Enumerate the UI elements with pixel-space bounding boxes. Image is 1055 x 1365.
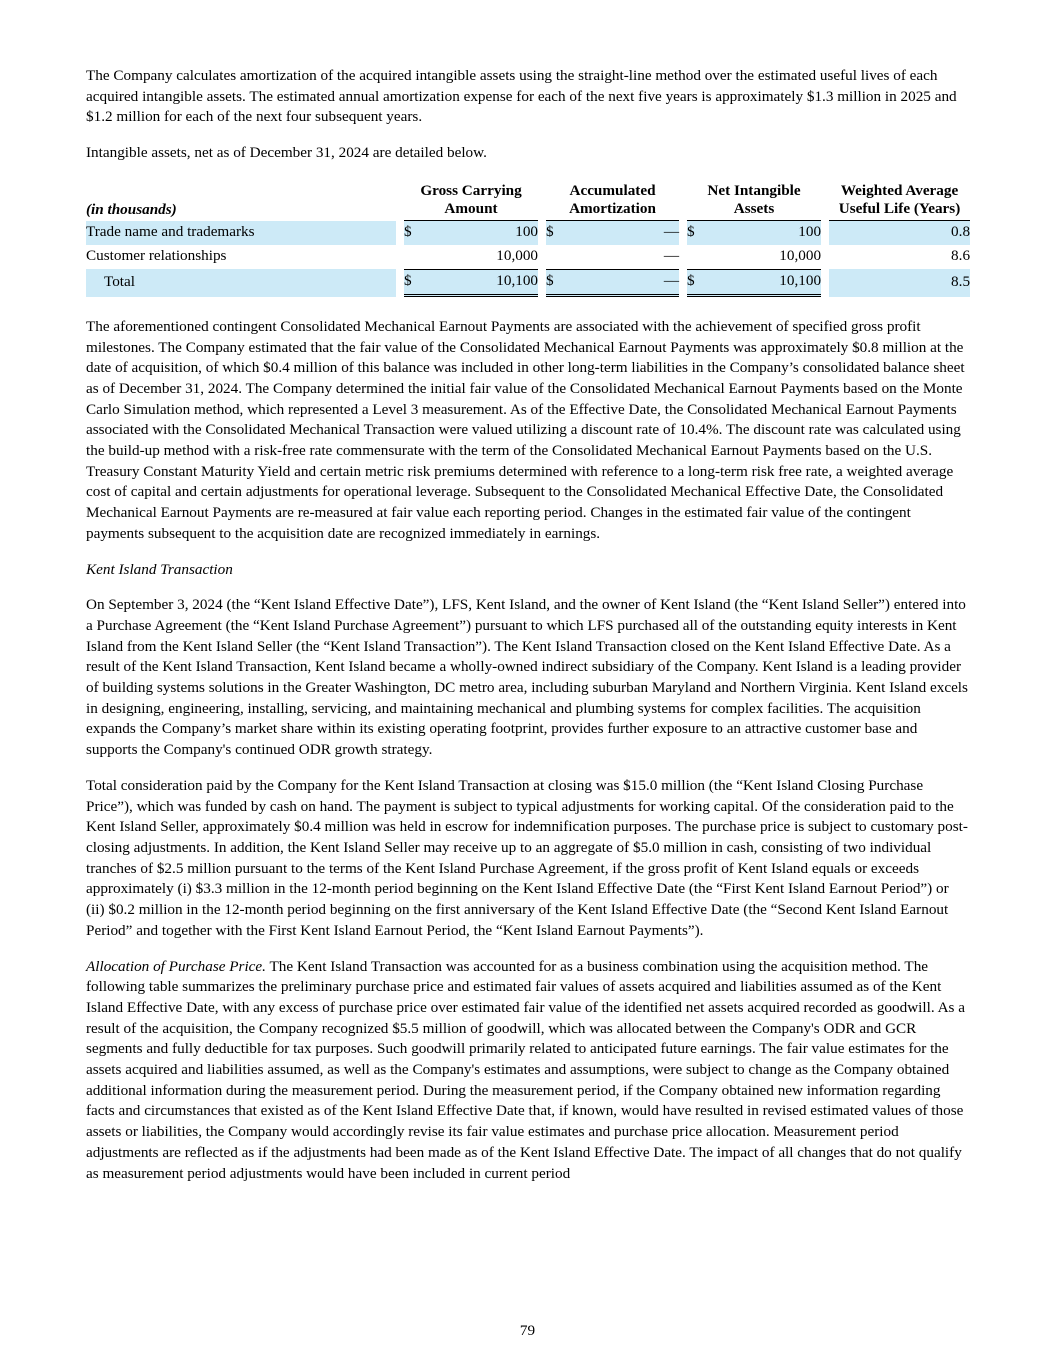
row-label: Total — [86, 269, 396, 297]
paragraph-earnout: The aforementioned contingent Consolidated Mechanical Earnout Payments are associated with the achievement of specified gross profit milestones. The Company estimated that the fair value of the Consolidated Mechanical Earnout Payments was approximately $0.8 million at the date of acquisition, of which $0.4 million of this balance was included in other long-term liabilities in the Company’s consolidated balance sheet as of December 31, 2024. The Company determined the initial fair value of the Consolidated Mechanical Earnout Payments based on the Monte Carlo Simulation method, which represented a Level 3 measurement. As of the Effective Date, the Consolidated Mechanical Earnout Payments associated with the Consolidated Mechanical Transaction were valued utilizing a discount rate of 10.4%. The discount rate was calculated using the build-up method with a risk-free rate commensurate with the term of the Consolidated Mechanical Earnout Payments based on the U.S. Treasury Constant Maturity Yield and certain metric risk premiums determined with reference to a long-term risk free rate, a weighted average cost of capital and certain adjustments for operational leverage. Subsequent to the Consolidated Mechanical Effective Date, the Consolidated Mechanical Earnout Payments are re-measured at fair value each reporting period. Changes in the estimated fair value of the contingent payments subsequent to the acquisition date are recognized immediately in earnings. — [86, 317, 965, 542]
table-row — [86, 245, 970, 269]
life-value: 8.6 — [951, 247, 971, 265]
accum-value: — — [663, 247, 680, 265]
net-value: 10,100 — [709, 269, 821, 297]
currency-symbol — [687, 245, 709, 269]
section-heading: Kent Island Transaction — [86, 560, 233, 578]
page-number: 79 — [519, 1322, 536, 1339]
currency-symbol — [546, 245, 568, 269]
accum-value: — — [568, 269, 679, 297]
life-value: 8.5 — [829, 269, 970, 297]
intangible-assets-table — [86, 182, 970, 297]
paragraph-consideration: Total consideration paid by the Company for the Kent Island Transaction at closing was $15.0 million (the “Kent Island Closing Purchase Price”), which was funded by cash on hand. The payment is subject to typical adjustments for working capital. Of the consideration paid to the Kent Island Seller, approximately $0.4 million was held in escrow for indemnification purposes. The purchase price is subject to customary post-closing adjustments. In addition, the Kent Island Seller may receive up to an aggregate of $5.0 million in cash, consisting of two individual tranches of $2.5 million pursuant to the terms of the Kent Island Purchase Agreement, if the gross profit of Kent Island equals or exceeds approximately (i) $3.3 million in the 12-month period beginning on the Kent Island Effective Date (the “First Kent Island Earnout Period”) or (ii) $0.2 million in the 12-month period beginning on the first anniversary of the Kent Island Effective Date (the “Second Kent Island Earnout Period” and together with the First Kent Island Earnout Period, the “Kent Island Earnout Payments”). — [86, 776, 968, 939]
gross-value: 10,100 — [426, 269, 538, 297]
row-label: Trade name and trademarks — [86, 221, 396, 245]
allocation-text: The Kent Island Transaction was accounted for as a business combination using the acquisition method. The following table summarizes the preliminary purchase price and estimated fair values of assets acquired and liabilities assumed as of the Kent Island Effective Date, with any excess of purchase price over estimated fair value of the identified net assets acquired recorded as goodwill. As a result of the acquisition, the Company recognized $5.5 million of goodwill, which was allocated between the Company's ODR and GCR segments and fully deductible for tax purposes. Such goodwill primarily related to anticipated future earnings. The fair value estimates for the assets acquired and liabilities assumed, as well as the Company's estimates and assumptions, were subject to change as the Company obtained additional information during the measurement period. During the measurement period, if the Company obtained new information regarding facts and circumstances that existed as of the Kent Island Effective Date that, if known, would have resulted in revised estimated values of those assets or liabilities, the Company would accordingly revise its fair value estimates and purchase price allocation. Measurement period adjustments are reflected as if the adjustments had been made as of the Kent Island Effective Date. The impact of all changes that do not qualify as measurement period adjustments would have been included in current period — [86, 957, 965, 1182]
net-value: 100 — [709, 221, 821, 245]
col-life-header: Weighted Average Useful Life (Years) — [829, 182, 970, 221]
gross-value: 100 — [426, 221, 538, 245]
paragraph-allocation — [86, 957, 970, 1185]
paragraph-intangible-intro: Intangible assets, net as of December 31, 2024 are detailed below. — [86, 144, 487, 162]
currency-symbol: $ — [404, 269, 426, 297]
currency-symbol: $ — [546, 221, 568, 245]
table-row — [86, 221, 970, 245]
col-accum-header: Accumulated Amortization — [546, 182, 679, 221]
document-body — [86, 66, 970, 1199]
currency-symbol: $ — [687, 269, 709, 297]
net-value: 10,000 — [779, 247, 822, 265]
paragraph-kent-island: On September 3, 2024 (the “Kent Island Effective Date”), LFS, Kent Island, and the owner of Kent Island (the “Kent Island Seller”) entered into a Purchase Agreement (the “Kent Island Purchase Agreement”) pursuant to which LFS purchased all of the outstanding equity interests in Kent Island from the Kent Island Seller (the “Kent Island Transaction”). The Kent Island Transaction closed on the Kent Island Effective Date. As a result of the Kent Island Transaction, Kent Island became a wholly-owned indirect subsidiary of the Company. Kent Island is a leading provider of building systems solutions in the Greater Washington, DC metro area, including suburban Maryland and Northern Virginia. Kent Island excels in designing, engineering, installing, servicing, and maintaining mechanical and plumbing systems for complex facilities. The acquisition expands the Company’s market share within its existing operating footprint, provides further exposure to an attractive customer base and supports the Company's continued ODR growth strategy. — [86, 596, 968, 759]
currency-symbol: $ — [687, 221, 709, 245]
table-total-row — [86, 269, 970, 297]
accum-value: — — [568, 221, 679, 245]
currency-symbol — [404, 245, 426, 269]
currency-symbol: $ — [404, 221, 426, 245]
unit-label: (in thousands) — [86, 200, 177, 218]
col-gross-header: Gross Carrying Amount — [404, 182, 538, 221]
currency-symbol: $ — [546, 269, 568, 297]
col-net-header: Net Intangible Assets — [687, 182, 821, 221]
life-value: 0.8 — [829, 221, 970, 245]
table-header-row — [86, 182, 970, 221]
gross-value: 10,000 — [496, 247, 539, 265]
allocation-lead: Allocation of Purchase Price. — [86, 957, 266, 975]
row-label: Customer relationships — [86, 247, 227, 265]
paragraph-amortization: The Company calculates amortization of the acquired intangible assets using the straight-line method over the estimated useful lives of each acquired intangible assets. The estimated annual amortization expense for each of the next five years is approximately $1.3 million in 2025 and $1.2 million for each of the next four subsequent years. — [86, 67, 957, 126]
